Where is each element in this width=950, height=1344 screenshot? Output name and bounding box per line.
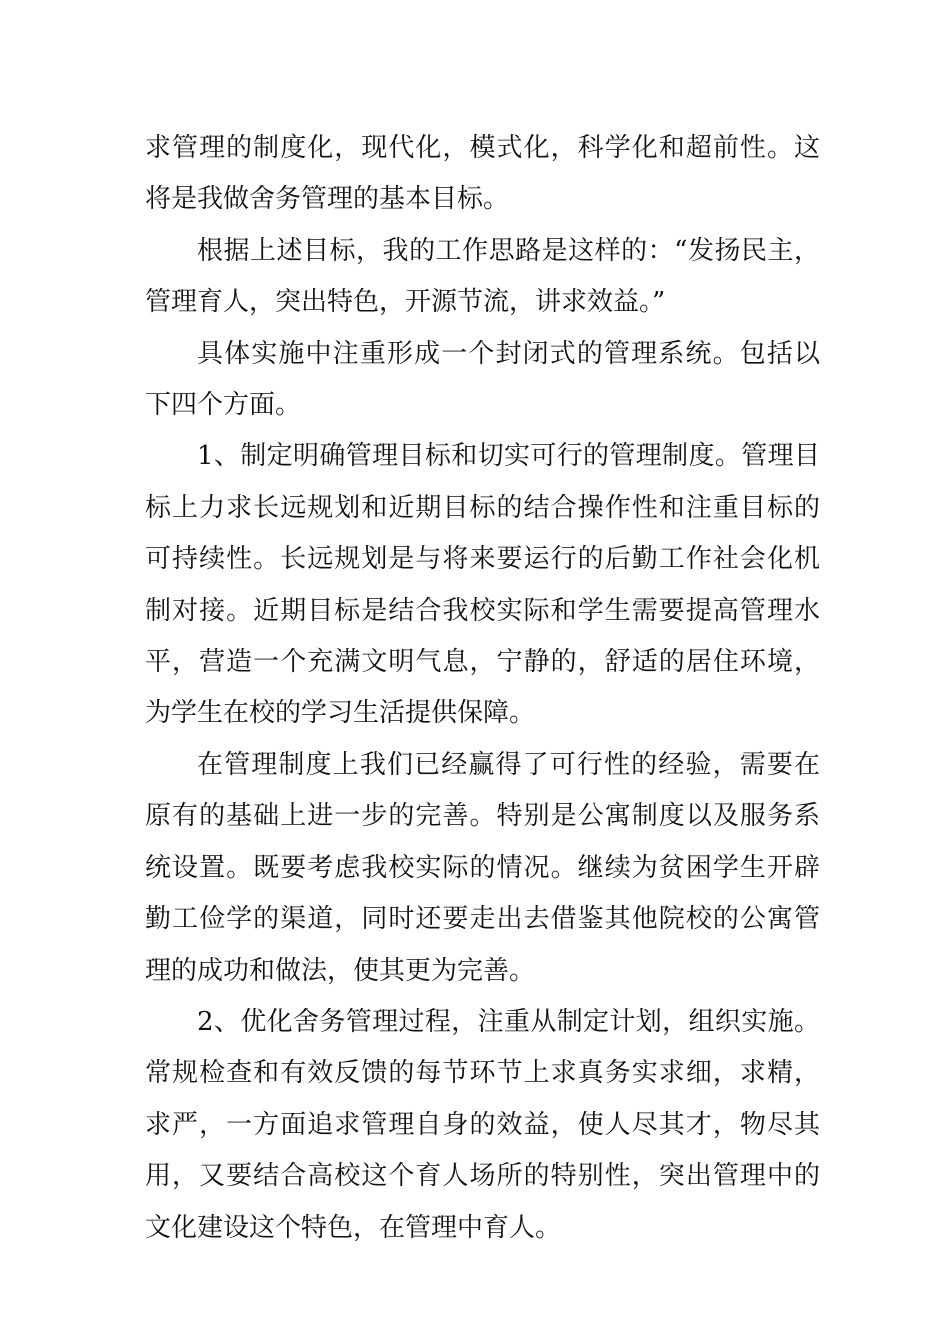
document-body xyxy=(145,123,820,1254)
paragraph-1: 求管理的制度化，现代化，模式化，科学化和超前性。这将是我做舍务管理的基本目标。 xyxy=(145,133,820,215)
paragraph-4: 1、制定明确管理目标和切实可行的管理制度。管理目标上力求长远规划和近期目标的结合操作性和注重目标的可持续性。长远规划是与将来要运行的后勤工作社会化机制对接。近期目标是结合我校实际和学生需要提高管理水平，营造一个充满文明气息，宁静的，舒适的居住环境，为学生在校的学习生活提供保障。 xyxy=(145,441,820,729)
paragraph-3: 具体实施中注重形成一个封闭式的管理系统。包括以下四个方面。 xyxy=(145,338,820,421)
paragraph-5: 在管理制度上我们已经赢得了可行性的经验，需要在原有的基础上进一步的完善。特别是公寓制度以及服务系统设置。既要考虑我校实际的情况。继续为贫困学生开辟勤工俭学的渠道，同时还要走出去借鉴其他院校的公寓管理的成功和做法，使其更为完善。 xyxy=(145,749,820,986)
paragraph-6: 2、优化舍务管理过程，注重从制定计划，组织实施。常规检查和有效反馈的每节环节上求真务实求细，求精，求严，一方面追求管理自身的效益，使人尽其才，物尽其用，又要结合高校这个育人场所的特别性，突出管理中的文化建设这个特色，在管理中育人。 xyxy=(145,1006,820,1243)
paragraph-2: 根据上述目标，我的工作思路是这样的：“发扬民主，管理育人，突出特色，开源节流，讲求效益。” xyxy=(145,235,820,318)
